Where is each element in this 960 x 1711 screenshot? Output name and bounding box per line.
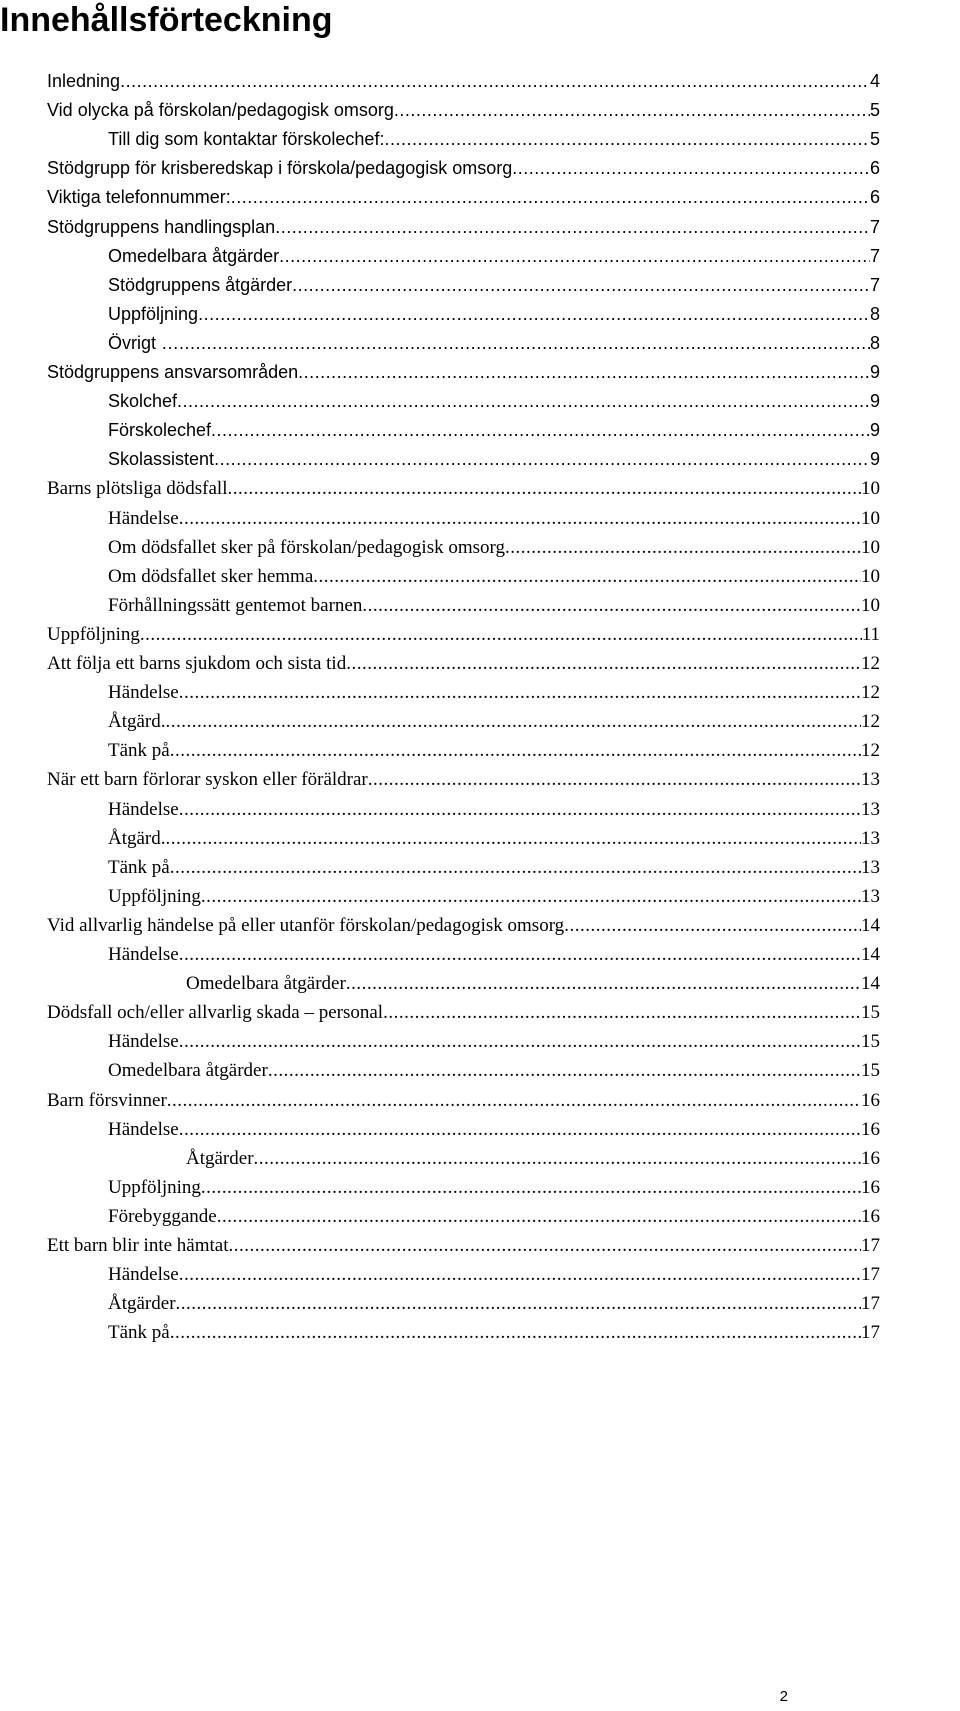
toc-leader-dots bbox=[346, 648, 861, 679]
toc-leader-dots bbox=[505, 532, 861, 563]
toc-leader-dots bbox=[166, 823, 861, 854]
toc-entry-title: Vid allvarlig händelse på eller utanför förskolan/pedagogisk omsorg bbox=[47, 914, 565, 936]
toc-entry[interactable] bbox=[108, 1201, 880, 1232]
toc-entry-page: 17 bbox=[861, 1235, 880, 1256]
toc-leader-dots bbox=[198, 299, 870, 330]
toc-entry-title: Stödgruppens handlingsplan bbox=[47, 216, 276, 237]
toc-entry-page: 9 bbox=[869, 362, 880, 382]
toc-leader-dots bbox=[512, 153, 870, 184]
toc-entry[interactable] bbox=[108, 1288, 880, 1319]
toc-entry-title: Uppföljning bbox=[108, 885, 201, 907]
toc-leader-dots bbox=[362, 590, 861, 621]
toc-entry-title: Uppföljning bbox=[47, 623, 140, 645]
toc-leader-dots bbox=[201, 1172, 861, 1203]
toc-leader-dots bbox=[292, 270, 870, 301]
toc-entry-title: Stödgruppens ansvarsområden bbox=[47, 362, 299, 382]
toc-entry-title: Händelse bbox=[108, 507, 179, 529]
page-number: 2 bbox=[779, 1688, 788, 1705]
toc-leader-dots bbox=[231, 182, 870, 213]
toc-leader-dots bbox=[170, 1317, 861, 1348]
toc-entry-title: Dödsfall och/eller allvarlig skada – personal bbox=[47, 1002, 384, 1024]
toc-entry-page: 7 bbox=[869, 216, 880, 237]
toc-entry[interactable] bbox=[108, 299, 880, 330]
toc-entry-page: 9 bbox=[869, 420, 880, 441]
toc-entry-page: 10 bbox=[861, 565, 880, 587]
toc-entry-page: 15 bbox=[861, 1031, 880, 1053]
toc-leader-dots bbox=[179, 939, 861, 970]
toc-entry[interactable] bbox=[47, 182, 880, 213]
toc-entry[interactable] bbox=[108, 328, 880, 359]
toc-entry[interactable] bbox=[47, 1085, 880, 1116]
toc-entry-page: 13 bbox=[861, 827, 880, 849]
toc-entry[interactable] bbox=[47, 66, 880, 97]
toc-entry[interactable] bbox=[47, 473, 880, 504]
toc-leader-dots bbox=[170, 852, 861, 883]
toc-leader-dots bbox=[384, 124, 870, 155]
toc-entry-page: 14 bbox=[861, 914, 880, 936]
toc-entry-page: 14 bbox=[861, 973, 880, 995]
toc-entry-page: 6 bbox=[869, 158, 880, 179]
toc-entry-title: Åtgärd. bbox=[108, 711, 166, 733]
toc-entry-title: Förhållningssätt gentemot barnen bbox=[108, 594, 363, 616]
toc-leader-dots bbox=[275, 212, 870, 243]
toc-entry-title: Tänk på bbox=[108, 856, 170, 878]
toc-entry-title: Förebyggande bbox=[108, 1205, 217, 1227]
toc-entry[interactable] bbox=[108, 503, 880, 534]
toc-entry[interactable] bbox=[108, 444, 880, 475]
toc-entry-title: Tänk på bbox=[108, 1322, 170, 1344]
toc-entry-title: Skolchef bbox=[108, 391, 178, 412]
toc-entry[interactable] bbox=[108, 881, 880, 912]
toc-entry[interactable] bbox=[108, 1114, 880, 1145]
toc-entry-page: 17 bbox=[861, 1264, 880, 1286]
toc-entry[interactable] bbox=[108, 532, 880, 563]
toc-entry-page: 15 bbox=[861, 1060, 880, 1082]
toc-entry-title: Viktiga telefonnummer: bbox=[47, 187, 231, 208]
toc-leader-dots bbox=[254, 1143, 861, 1174]
toc-entry-title: Händelse bbox=[108, 1031, 179, 1053]
toc-entry-title: Omedelbara åtgärder bbox=[108, 245, 280, 266]
toc-entry-title: Omedelbara åtgärder bbox=[108, 1060, 268, 1082]
toc-entry-page: 14 bbox=[861, 944, 880, 965]
toc-entry-title: Barn försvinner bbox=[47, 1089, 167, 1111]
toc-entry[interactable] bbox=[108, 415, 880, 446]
toc-entry[interactable] bbox=[108, 852, 880, 883]
toc-leader-dots bbox=[176, 1288, 861, 1319]
toc-entry-title: När ett barn förlorar syskon eller föräldrar bbox=[47, 769, 368, 791]
toc-entry-page: 13 bbox=[861, 885, 880, 907]
toc-entry-title: Om dödsfallet sker hemma bbox=[108, 565, 314, 587]
toc-entry-title: Tänk på bbox=[108, 740, 170, 762]
toc-leader-dots bbox=[217, 1201, 861, 1232]
toc-entry-page: 4 bbox=[869, 71, 880, 91]
toc-entry-page: 17 bbox=[861, 1293, 880, 1315]
toc-entry[interactable] bbox=[47, 619, 880, 650]
toc-leader-dots bbox=[179, 328, 870, 359]
toc-entry-page: 12 bbox=[861, 711, 880, 733]
toc-entry-page: 9 bbox=[869, 391, 880, 412]
toc-entry-page: 16 bbox=[861, 1118, 880, 1140]
toc-entry-title: Åtgärder bbox=[186, 1147, 254, 1169]
toc-entry-page: 5 bbox=[869, 129, 880, 150]
toc-leader-dots bbox=[179, 1026, 861, 1057]
toc-entry-page: 7 bbox=[869, 274, 880, 295]
toc-entry-title: Åtgärd. bbox=[108, 827, 166, 849]
toc-entry[interactable] bbox=[108, 823, 880, 854]
toc-entry-title: Till dig som kontaktar förskolechef: bbox=[108, 129, 385, 150]
toc-leader-dots bbox=[140, 619, 862, 650]
toc-entry[interactable] bbox=[47, 764, 880, 795]
toc-entry[interactable] bbox=[108, 939, 880, 970]
toc-leader-dots bbox=[120, 66, 870, 97]
toc-entry-title: Stödgruppens åtgärder bbox=[108, 274, 293, 295]
toc-entry-title: Inledning bbox=[47, 71, 121, 91]
toc-entry[interactable] bbox=[108, 1172, 880, 1203]
toc-entry-page: 7 bbox=[869, 245, 880, 266]
toc-entry-title: Händelse bbox=[108, 1264, 179, 1286]
toc-leader-dots bbox=[227, 473, 861, 504]
toc-entry-title: Stödgrupp för krisberedskap i förskola/pedagogisk omsorg bbox=[47, 158, 513, 179]
toc-entry[interactable] bbox=[47, 910, 880, 941]
toc-entry[interactable] bbox=[186, 1143, 880, 1174]
toc-entry-page: 5 bbox=[869, 100, 880, 121]
toc-entry-title: Åtgärder bbox=[108, 1293, 176, 1315]
toc-entry-title: Ett barn blir inte hämtat bbox=[47, 1235, 229, 1256]
toc-entry[interactable] bbox=[47, 1230, 880, 1261]
toc-entry[interactable] bbox=[186, 968, 880, 999]
toc-leader-dots bbox=[214, 444, 870, 475]
toc-entry-page: 13 bbox=[861, 856, 880, 878]
toc-entry[interactable] bbox=[108, 124, 880, 155]
toc-entry-page: 15 bbox=[861, 1002, 880, 1024]
toc-leader-dots bbox=[383, 997, 861, 1028]
toc-entry-page: 16 bbox=[861, 1147, 880, 1169]
toc-entry-page: 12 bbox=[861, 653, 880, 674]
toc-entry[interactable] bbox=[108, 1026, 880, 1057]
toc-entry-title: Omedelbara åtgärder bbox=[186, 973, 346, 995]
toc-entry[interactable] bbox=[47, 357, 880, 388]
toc-entry-title: Händelse bbox=[108, 798, 179, 820]
toc-leader-dots bbox=[229, 1230, 861, 1261]
toc-entry-page: 16 bbox=[861, 1176, 880, 1198]
toc-entry-title: Vid olycka på förskolan/pedagogisk omsorg bbox=[47, 100, 394, 121]
toc-entry-page: 10 bbox=[861, 507, 880, 529]
toc-leader-dots bbox=[268, 1055, 861, 1086]
toc-leader-dots bbox=[279, 241, 870, 272]
toc-entry-title: Förskolechef bbox=[108, 420, 212, 441]
toc-entry-title: Barns plötsliga dödsfall bbox=[47, 478, 228, 500]
toc-leader-dots bbox=[201, 881, 861, 912]
toc-entry-page: 12 bbox=[861, 740, 880, 762]
toc-entry-title: Händelse bbox=[108, 944, 179, 965]
toc-entry-page: 9 bbox=[869, 449, 880, 470]
toc-leader-dots bbox=[394, 95, 870, 126]
toc-entry-page: 8 bbox=[869, 303, 880, 324]
toc-leader-dots bbox=[167, 1085, 861, 1116]
toc-leader-dots bbox=[179, 1114, 861, 1145]
toc-entry-page: 13 bbox=[861, 769, 880, 791]
toc-entry-title: Övrigt … bbox=[108, 332, 180, 353]
toc-entry[interactable] bbox=[108, 677, 880, 708]
toc-entry-title: Händelse bbox=[108, 682, 179, 704]
page-title: Innehållsförteckning bbox=[0, 1, 333, 39]
toc-entry-page: 10 bbox=[861, 536, 880, 558]
toc-leader-dots bbox=[179, 677, 861, 708]
toc-entry[interactable] bbox=[108, 561, 880, 592]
toc-entry[interactable] bbox=[47, 997, 880, 1028]
toc-entry[interactable] bbox=[108, 270, 880, 301]
toc-leader-dots bbox=[313, 561, 861, 592]
toc-entry-page: 13 bbox=[861, 798, 880, 820]
toc-entry-title: Om dödsfallet sker på förskolan/pedagogisk omsorg bbox=[108, 536, 505, 558]
toc-entry-page: 12 bbox=[861, 682, 880, 704]
toc-entry-page: 16 bbox=[861, 1089, 880, 1111]
toc-entry-title: Att följa ett barns sjukdom och sista tid bbox=[47, 653, 347, 674]
toc-entry-page: 10 bbox=[861, 478, 880, 500]
toc-entry[interactable] bbox=[47, 212, 880, 243]
toc-entry[interactable] bbox=[47, 153, 880, 184]
toc-leader-dots bbox=[179, 503, 861, 534]
toc-entry[interactable] bbox=[108, 1317, 880, 1348]
toc-entry[interactable] bbox=[108, 735, 880, 766]
toc-entry[interactable] bbox=[47, 95, 880, 126]
toc-leader-dots bbox=[179, 1259, 861, 1290]
toc-entry[interactable] bbox=[108, 590, 880, 621]
toc-leader-dots bbox=[564, 910, 861, 941]
toc-entry[interactable] bbox=[108, 1055, 880, 1086]
toc-entry-page: 16 bbox=[861, 1205, 880, 1227]
toc-entry-page: 8 bbox=[869, 332, 880, 353]
toc-entry[interactable] bbox=[47, 648, 880, 679]
toc-entry-title: Skolassistent bbox=[108, 449, 215, 470]
toc-leader-dots bbox=[211, 415, 870, 446]
toc-entry-title: Händelse bbox=[108, 1118, 179, 1140]
toc-entry-page: 6 bbox=[869, 187, 880, 208]
toc-entry[interactable] bbox=[108, 706, 880, 737]
toc-entry-title: Uppföljning bbox=[108, 303, 199, 324]
toc-entry[interactable] bbox=[108, 1259, 880, 1290]
toc-leader-dots bbox=[179, 794, 861, 825]
toc-leader-dots bbox=[177, 386, 870, 417]
toc-entry[interactable] bbox=[108, 386, 880, 417]
toc-leader-dots bbox=[368, 764, 861, 795]
toc-leader-dots bbox=[170, 735, 861, 766]
toc-leader-dots bbox=[346, 968, 861, 999]
toc-entry[interactable] bbox=[108, 241, 880, 272]
toc-entry-page: 10 bbox=[861, 594, 880, 616]
toc-entry[interactable] bbox=[108, 794, 880, 825]
toc-leader-dots bbox=[298, 357, 870, 388]
toc-entry-page: 11 bbox=[861, 623, 880, 645]
toc-leader-dots bbox=[166, 706, 861, 737]
toc-entry-title: Uppföljning bbox=[108, 1176, 201, 1198]
toc-entry-page: 17 bbox=[861, 1322, 880, 1344]
